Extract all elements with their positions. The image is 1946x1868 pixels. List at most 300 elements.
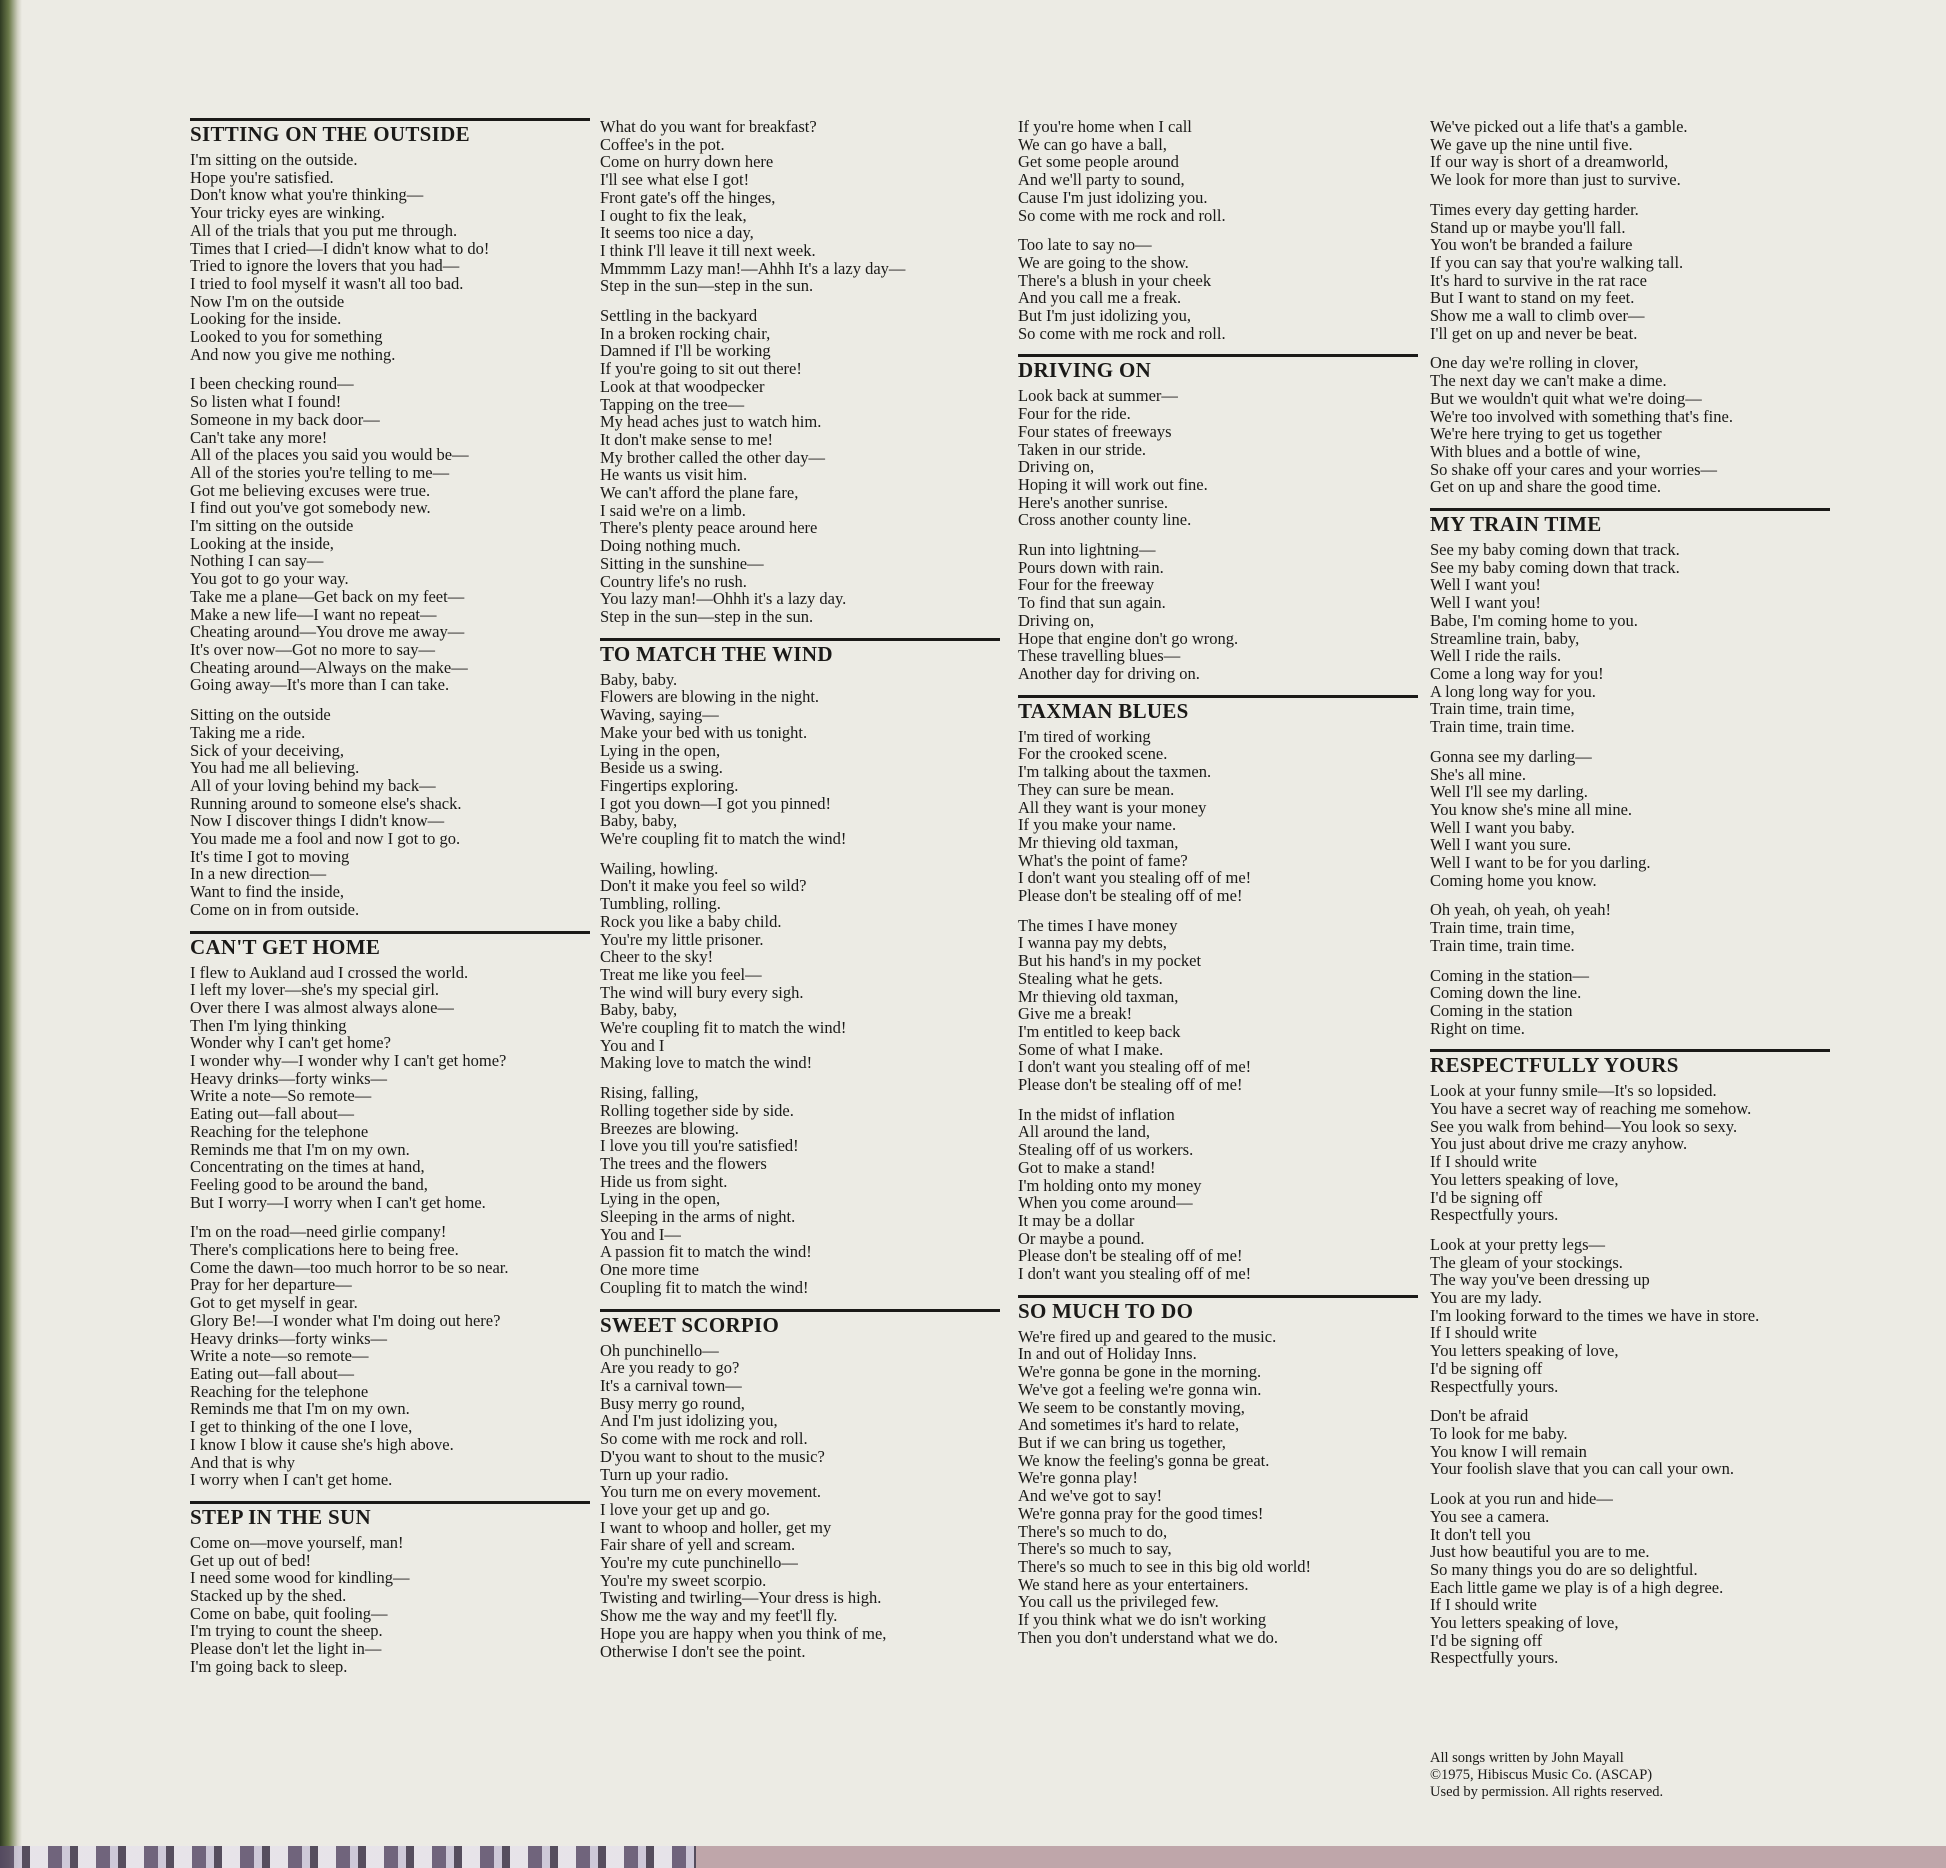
lyric-line: Coming in the station: [1430, 1000, 1573, 1020]
lyric-line: Mr thieving old taxman,: [1018, 832, 1179, 852]
lyric-line: Coming in the station—: [1430, 965, 1590, 985]
lyric-line: Oh yeah, oh yeah, oh yeah!: [1430, 900, 1611, 920]
lyric-line: And we've got to say!: [1018, 1486, 1163, 1506]
lyric-line: Cheating around—Always on the make—: [190, 657, 468, 677]
stanza: [1018, 387, 1418, 529]
lyric-line: Train time, train time,: [1430, 918, 1575, 938]
lyric-line: A long long way for you.: [1430, 681, 1596, 701]
lyric-line: Come on babe, quit fooling—: [190, 1603, 388, 1623]
lyric-line: You turn me on every movement.: [600, 1482, 822, 1502]
lyric-line: We're gonna play!: [1018, 1468, 1138, 1488]
lyric-line: They can sure be mean.: [1018, 779, 1175, 799]
lyric-line: Show me a wall to climb over—: [1430, 306, 1645, 326]
credits-line: Used by permission. All rights reserved.: [1430, 1784, 1664, 1800]
lyric-line: If I should write: [1430, 1323, 1537, 1343]
lyric-line: We are going to the show.: [1018, 252, 1189, 272]
lyric-line: All of your loving behind my back—: [190, 775, 436, 795]
lyric-line: Respectfully yours.: [1430, 1376, 1559, 1396]
lyric-line: You have a secret way of reaching me somehow.: [1430, 1099, 1752, 1119]
lyric-line: Heavy drinks—forty winks—: [190, 1068, 388, 1088]
lyric-line: I said we're on a limb.: [600, 500, 746, 520]
lyric-line: I flew to Aukland aud I crossed the world.: [190, 962, 469, 982]
stanza: [1018, 728, 1418, 905]
lyric-line: I don't want you stealing off of me!: [1018, 1264, 1252, 1284]
lyric-line: All of the places you said you would be—: [190, 445, 469, 465]
lyric-line: Another day for driving on.: [1018, 663, 1200, 683]
lyric-line: I'm holding onto my money: [1018, 1175, 1202, 1195]
stanza: [1018, 1106, 1418, 1283]
lyric-line: It's hard to survive in the rat race: [1430, 270, 1647, 290]
lyric-line: Looking at the inside,: [190, 533, 334, 553]
song-title: SWEET SCORPIO: [600, 1309, 1000, 1336]
lyric-line: Busy merry go round,: [600, 1393, 745, 1413]
lyric-line: It may be a dollar: [1018, 1210, 1135, 1230]
lyric-line: D'you want to shout to the music?: [600, 1446, 825, 1466]
stanza: [190, 375, 590, 694]
lyric-line: Fair share of yell and scream.: [600, 1535, 796, 1555]
lyric-line: The gleam of your stockings.: [1430, 1252, 1623, 1272]
lyric-line: See my baby coming down that track.: [1430, 540, 1680, 560]
lyric-line: I need some wood for kindling—: [190, 1568, 410, 1588]
lyric-line: There's plenty peace around here: [600, 518, 818, 538]
lyric-line: If you're going to sit out there!: [600, 359, 802, 379]
lyric-line: Four for the freeway: [1018, 575, 1155, 595]
lyric-line: Mmmmm Lazy man!—Ahhh It's a lazy day—: [600, 258, 906, 278]
lyric-line: You made me a fool and now I got to go.: [190, 829, 461, 849]
song-title: CAN'T GET HOME: [190, 931, 590, 958]
lyric-line: Streamline train, baby,: [1430, 628, 1580, 648]
credits-line: All songs written by John Mayall: [1430, 1750, 1624, 1766]
lyric-line: Train time, train time.: [1430, 717, 1575, 737]
lyric-line: Look at your pretty legs—: [1430, 1234, 1606, 1254]
lyric-line: It's a carnival town—: [600, 1376, 742, 1395]
stanza: [1430, 1490, 1830, 1667]
lyric-line: Please don't be stealing off of me!: [1018, 1246, 1243, 1266]
bottom-edge-strip: [0, 1846, 1946, 1868]
stanza: [190, 1223, 590, 1489]
lyric-line: These travelling blues—: [1018, 646, 1181, 666]
stanza: [1430, 901, 1830, 954]
lyric-line: Your tricky eyes are winking.: [190, 203, 385, 223]
lyric-line: You're my cute punchinello—: [600, 1553, 798, 1573]
lyric-line: We've picked out a life that's a gamble.: [1430, 117, 1688, 136]
lyric-line: You letters speaking of love,: [1430, 1341, 1619, 1361]
lyric-line: One more time: [600, 1260, 699, 1280]
lyric-line: I'd be signing off: [1430, 1630, 1543, 1650]
lyric-line: I don't want you stealing off of me!: [1018, 868, 1252, 888]
lyric-line: Eating out—fall about—: [190, 1104, 355, 1124]
lyric-line: You just about drive me crazy anyhow.: [1430, 1134, 1688, 1154]
lyric-line: Breezes are blowing.: [600, 1118, 739, 1138]
lyric-line: And you call me a freak.: [1018, 288, 1182, 308]
lyric-line: We're here trying to get us together: [1430, 424, 1662, 444]
lyric-line: Train time, train time.: [1430, 935, 1575, 955]
lyric-line: Waving, saying—: [600, 705, 719, 725]
lyric-line: We're fired up and geared to the music.: [1018, 1326, 1277, 1346]
lyric-line: Cause I'm just idolizing you.: [1018, 187, 1208, 207]
lyric-line: I want to whoop and holler, get my: [600, 1517, 832, 1537]
lyric-line: See my baby coming down that track.: [1430, 557, 1680, 577]
lyric-line: Stand up or maybe you'll fall.: [1430, 217, 1626, 237]
stanza: [1018, 917, 1418, 1094]
lyric-line: Got to get myself in gear.: [190, 1293, 358, 1313]
lyric-line: You're my sweet scorpio.: [600, 1570, 767, 1590]
lyric-line: What do you want for breakfast?: [600, 117, 817, 136]
lyric-line: Get some people around: [1018, 152, 1179, 172]
lyric-line: In a broken rocking chair,: [600, 323, 771, 343]
lyric-line: Flowers are blowing in the night.: [600, 687, 820, 707]
lyric-line: Come the dawn—too much horror to be so near.: [190, 1257, 509, 1277]
lyric-line: It don't tell you: [1430, 1524, 1531, 1544]
lyric-line: Babe, I'm coming home to you.: [1430, 610, 1638, 630]
lyric-line: Front gate's off the hinges,: [600, 187, 776, 207]
lyric-line: I'd be signing off: [1430, 1358, 1543, 1378]
lyric-line: I get to thinking of the one I love,: [190, 1417, 413, 1437]
lyric-line: We're too involved with something that's fine.: [1430, 406, 1733, 426]
lyric-line: Sitting in the sunshine—: [600, 553, 764, 573]
credits-line: ©1975, Hibiscus Music Co. (ASCAP): [1430, 1767, 1653, 1783]
song-block: [600, 1309, 1000, 1661]
lyric-line: I'm going back to sleep.: [190, 1656, 348, 1676]
stanza: [1430, 354, 1830, 496]
lyric-line: Lying in the open,: [600, 1189, 721, 1209]
lyric-line: We've got a feeling we're gonna win.: [1018, 1379, 1262, 1399]
lyric-line: You see a camera.: [1430, 1506, 1550, 1526]
lyric-line: All they want is your money: [1018, 797, 1207, 817]
lyric-line: Look at you run and hide—: [1430, 1489, 1613, 1509]
lyric-line: In the midst of inflation: [1018, 1104, 1175, 1124]
lyric-line: Making love to match the wind!: [600, 1053, 813, 1073]
lyric-line: There's so much to do,: [1018, 1521, 1168, 1541]
lyrics-columns: [0, 118, 1946, 1838]
lyric-line: My head aches just to watch him.: [600, 412, 822, 432]
lyric-line: I love you till you're satisfied!: [600, 1136, 799, 1156]
lyric-line: Don't know what you're thinking—: [190, 185, 424, 205]
song-title: RESPECTFULLY YOURS: [1430, 1049, 1830, 1076]
stanza: [1430, 1236, 1830, 1395]
lyric-line: If I should write: [1430, 1152, 1537, 1172]
lyric-line: Coffee's in the pot.: [600, 134, 725, 154]
lyric-line: I'm tired of working: [1018, 726, 1151, 746]
lyric-line: Mr thieving old taxman,: [1018, 986, 1179, 1006]
lyric-line: All of the stories you're telling to me—: [190, 462, 450, 482]
stanza: [600, 307, 1000, 626]
lyric-line: Write a note—so remote—: [190, 1346, 369, 1366]
lyric-line: The wind will bury every sigh.: [600, 982, 804, 1002]
stanza: [600, 1342, 1000, 1661]
stanza: [1430, 1407, 1830, 1478]
lyric-line: It's time I got to moving: [190, 846, 350, 866]
lyric-line: I been checking round—: [190, 374, 354, 394]
lyric-line: Right on time.: [1430, 1018, 1525, 1038]
lyric-line: Wailing, howling.: [600, 858, 719, 878]
lyric-line: Hoping it will work out fine.: [1018, 474, 1208, 494]
lyric-line: Lying in the open,: [600, 740, 721, 760]
lyric-line: Doing nothing much.: [600, 536, 741, 556]
song-block: [600, 118, 1000, 626]
lyric-line: Come on hurry down here: [600, 152, 774, 172]
lyric-line: Coupling fit to match the wind!: [600, 1277, 809, 1297]
lyric-line: Pours down with rain.: [1018, 557, 1164, 577]
stanza: [1430, 201, 1830, 343]
lyric-line: Look at your funny smile—It's so lopsided.: [1430, 1081, 1717, 1101]
song-title: DRIVING ON: [1018, 354, 1418, 381]
lyric-line: Now I discover things I didn't know—: [190, 811, 445, 831]
lyric-line: You are my lady.: [1430, 1288, 1542, 1308]
lyric-line: Then I'm lying thinking: [190, 1015, 347, 1035]
lyric-line: I wonder why—I wonder why I can't get home?: [190, 1051, 507, 1071]
lyric-line: Stealing off of us workers.: [1018, 1140, 1194, 1160]
lyric-line: If I should write: [1430, 1595, 1537, 1615]
song-block: [1018, 118, 1418, 342]
lyric-line: You letters speaking of love,: [1430, 1613, 1619, 1633]
lyric-line: And now you give me nothing.: [190, 344, 396, 364]
lyric-line: Glory Be!—I wonder what I'm doing out here?: [190, 1310, 501, 1330]
lyric-line: Run into lightning—: [1018, 540, 1156, 560]
lyric-line: Respectfully yours.: [1430, 1648, 1559, 1668]
lyric-line: If you're home when I call: [1018, 117, 1192, 136]
lyric-line: And I'm just idolizing you,: [600, 1411, 778, 1431]
lyric-line: I'm entitled to keep back: [1018, 1021, 1181, 1041]
lyric-line: You got to go your way.: [190, 569, 349, 589]
song-block: [1018, 695, 1418, 1283]
lyric-line: I find out you've got somebody new.: [190, 498, 431, 518]
lyric-line: Make a new life—I want no repeat—: [190, 604, 437, 624]
lyric-line: You letters speaking of love,: [1430, 1169, 1619, 1189]
lyric-line: Reminds me that I'm on my own.: [190, 1399, 410, 1419]
lyric-line: We're coupling fit to match the wind!: [600, 829, 847, 849]
lyric-line: I love your get up and go.: [600, 1499, 771, 1519]
lyric-line: We look for more than just to survive.: [1430, 170, 1681, 190]
lyric-line: Reminds me that I'm on my own.: [190, 1139, 410, 1159]
lyric-line: Rising, falling,: [600, 1083, 699, 1103]
lyric-line: You and I—: [600, 1224, 681, 1244]
lyric-line: Taken in our stride.: [1018, 439, 1147, 459]
lyric-line: Well I ride the rails.: [1430, 646, 1562, 666]
stanza: [1430, 118, 1830, 189]
lyric-line: There's so much to say,: [1018, 1539, 1172, 1559]
lyric-line: Oh punchinello—: [600, 1340, 719, 1360]
lyric-line: Each little game we play is of a high degree.: [1430, 1577, 1724, 1597]
lyric-line: Well I want you!: [1430, 575, 1541, 595]
lyric-line: I don't want you stealing off of me!: [1018, 1057, 1252, 1077]
lyric-line: You had me all believing.: [190, 758, 360, 778]
lyric-line: Well I want to be for you darling.: [1430, 853, 1651, 873]
lyric-line: Step in the sun—step in the sun.: [600, 606, 814, 626]
lyric-line: All of the trials that you put me through.: [190, 220, 458, 240]
song-block: [190, 118, 590, 919]
lyric-line: Train time, train time,: [1430, 699, 1575, 719]
lyric-line: You call us the privileged few.: [1018, 1592, 1219, 1612]
song-block: [1018, 354, 1418, 682]
lyric-line: For the crooked scene.: [1018, 744, 1168, 764]
stanza: [1430, 967, 1830, 1038]
lyric-line: It seems too nice a day,: [600, 223, 754, 243]
song-block: [190, 931, 590, 1489]
lyric-line: Show me the way and my feet'll fly.: [600, 1606, 838, 1626]
lyric-line: I'm on the road—need girlie company!: [190, 1222, 447, 1242]
lyric-line: Look back at summer—: [1018, 386, 1178, 406]
lyric-line: I'm talking about the taxmen.: [1018, 762, 1212, 782]
stanza: [1430, 541, 1830, 736]
lyric-line: All around the land,: [1018, 1122, 1150, 1142]
lyric-line: But if we can bring us together,: [1018, 1433, 1226, 1452]
lyric-line: We can go have a ball,: [1018, 134, 1167, 154]
lyric-line: You and I: [600, 1035, 665, 1055]
lyric-line: Please don't let the light in—: [190, 1639, 382, 1659]
lyric-line: Driving on,: [1018, 457, 1095, 477]
lyric-line: The next day we can't make a dime.: [1430, 371, 1667, 391]
stanza: [1018, 1328, 1418, 1647]
lyric-line: Rock you like a baby child.: [600, 911, 782, 931]
lyric-line: So shake off your cares and your worries—: [1430, 459, 1717, 479]
lyric-line: You know she's mine all mine.: [1430, 799, 1633, 819]
stanza: [600, 1084, 1000, 1296]
lyric-line: Stealing what he gets.: [1018, 968, 1163, 988]
lyrics-column-3: [1018, 118, 1418, 1658]
lyric-line: Nothing I can say—: [190, 551, 324, 571]
lyric-line: What's the point of fame?: [1018, 850, 1188, 870]
lyric-line: In and out of Holiday Inns.: [1018, 1344, 1197, 1364]
lyric-line: Pray for her departure—: [190, 1275, 352, 1295]
lyric-line: To look for me baby.: [1430, 1424, 1568, 1443]
lyric-line: I'll see what else I got!: [600, 170, 750, 190]
lyric-line: Some of what I make.: [1018, 1039, 1164, 1059]
lyric-line: Driving on,: [1018, 610, 1095, 630]
song-title: TAXMAN BLUES: [1018, 695, 1418, 722]
lyrics-column-1: [190, 118, 590, 1688]
lyric-line: My brother called the other day—: [600, 447, 825, 467]
lyric-line: Sitting on the outside: [190, 705, 331, 725]
lyric-line: Just how beautiful you are to me.: [1430, 1542, 1650, 1562]
lyric-line: Well I want you sure.: [1430, 835, 1572, 855]
lyric-line: I'd be signing off: [1430, 1187, 1543, 1207]
lyric-line: In a new direction—: [190, 864, 327, 884]
lyric-line: Baby, baby,: [600, 1000, 678, 1020]
lyric-line: Damned if I'll be working: [600, 341, 771, 361]
lyric-line: Or maybe a pound.: [1018, 1228, 1145, 1248]
lyric-line: Want to find the inside,: [190, 882, 345, 902]
lyric-line: Too late to say no—: [1018, 235, 1152, 255]
lyric-line: He wants us visit him.: [600, 465, 748, 485]
lyric-line: It's over now—Got no more to say—: [190, 639, 435, 659]
lyric-line: The times I have money: [1018, 915, 1178, 935]
lyric-line: Reaching for the telephone: [190, 1381, 369, 1401]
lyric-line: You know I will remain: [1430, 1441, 1587, 1461]
song-title: STEP IN THE SUN: [190, 1501, 590, 1528]
song-block: [1430, 1049, 1830, 1667]
lyric-line: Well I want you!: [1430, 593, 1541, 613]
lyric-line: The way you've been dressing up: [1430, 1270, 1650, 1290]
lyric-line: Wonder why I can't get home?: [190, 1033, 391, 1053]
lyrics-column-2: [600, 118, 1000, 1672]
lyric-line: Sick of your deceiving,: [190, 740, 344, 760]
lyric-line: You won't be branded a failure: [1430, 235, 1633, 255]
lyric-line: We're coupling fit to match the wind!: [600, 1018, 847, 1038]
song-title: MY TRAIN TIME: [1430, 508, 1830, 535]
lyric-line: I got you down—I got you pinned!: [600, 793, 831, 813]
stanza: [190, 964, 590, 1212]
stanza: [600, 671, 1000, 848]
lyric-line: Someone in my back door—: [190, 409, 380, 429]
lyric-line: Well I'll see my darling.: [1430, 782, 1588, 802]
lyric-line: Taking me a ride.: [190, 722, 306, 742]
lyric-line: Here's another sunrise.: [1018, 492, 1169, 512]
lyric-line: Cheating around—You drove me away—: [190, 622, 465, 642]
lyric-line: There's a blush in your cheek: [1018, 270, 1212, 290]
lyric-line: Tried to ignore the lovers that you had—: [190, 256, 460, 276]
lyric-line: Heavy drinks—forty winks—: [190, 1328, 388, 1348]
lyric-line: I'm sitting on the outside.: [190, 150, 358, 169]
lyric-line: Concentrating on the times at hand,: [190, 1157, 425, 1177]
song-block: [1018, 1295, 1418, 1647]
lyric-line: Respectfully yours.: [1430, 1205, 1559, 1225]
lyric-line: Hide us from sight.: [600, 1171, 728, 1191]
lyric-line: Over there I was almost always alone—: [190, 997, 454, 1017]
lyric-line: To find that sun again.: [1018, 593, 1166, 613]
lyric-line: And that is why: [190, 1452, 295, 1472]
lyric-line: Feeling good to be around the band,: [190, 1174, 428, 1194]
lyric-line: See you walk from behind—You look so sexy.: [1430, 1116, 1738, 1136]
lyric-line: Country life's no rush.: [600, 571, 747, 591]
lyric-line: Treat me like you feel—: [600, 964, 762, 984]
lyric-line: I worry when I can't get home.: [190, 1470, 393, 1490]
lyric-line: I left my lover—she's my special girl.: [190, 980, 440, 1000]
lyric-line: Sleeping in the arms of night.: [600, 1207, 796, 1227]
lyric-line: There's complications here to being free.: [190, 1240, 459, 1260]
lyric-line: Hope you're satisfied.: [190, 167, 334, 187]
lyric-line: I'm trying to count the sheep.: [190, 1621, 383, 1641]
lyric-line: I think I'll leave it till next week.: [600, 240, 816, 260]
lyric-line: A passion fit to match the wind!: [600, 1242, 812, 1262]
lyric-line: Reaching for the telephone: [190, 1121, 369, 1141]
lyric-line: Fingertips exploring.: [600, 775, 739, 795]
lyric-line: We gave up the nine until five.: [1430, 134, 1633, 154]
lyric-line: When you come around—: [1018, 1193, 1193, 1213]
song-block: [1430, 118, 1830, 496]
stanza: [190, 151, 590, 363]
lyrics-column-4: [1430, 118, 1830, 1679]
stanza: [190, 1534, 590, 1676]
lyric-line: Times that I cried—I didn't know what to do!: [190, 238, 490, 258]
lyric-line: We're gonna be gone in the morning.: [1018, 1362, 1262, 1382]
lyric-line: Cross another county line.: [1018, 510, 1192, 530]
lyric-line: But we wouldn't quit what we're doing—: [1430, 388, 1702, 408]
lyric-line: It don't make sense to me!: [600, 429, 773, 449]
lyric-line: But I want to stand on my feet.: [1430, 288, 1635, 308]
lyric-line: We can't afford the plane fare,: [600, 483, 799, 503]
lyric-line: Coming down the line.: [1430, 983, 1582, 1003]
lyric-line: Now I'm on the outside: [190, 291, 345, 311]
lyric-line: Beside us a swing.: [600, 758, 723, 778]
lyric-line: Are you ready to go?: [600, 1358, 740, 1378]
lyric-line: I wanna pay my debts,: [1018, 933, 1167, 953]
lyric-line: She's all mine.: [1430, 764, 1527, 784]
lyric-line: Four for the ride.: [1018, 404, 1131, 424]
stanza: [600, 118, 1000, 295]
lyric-line: We seem to be constantly moving,: [1018, 1397, 1245, 1417]
lyric-line: So come with me rock and roll.: [600, 1429, 808, 1449]
lyric-line: Tumbling, rolling.: [600, 894, 721, 914]
lyric-line: Get up out of bed!: [190, 1550, 311, 1570]
lyric-line: Please don't be stealing off of me!: [1018, 886, 1243, 906]
lyric-line: One day we're rolling in clover,: [1430, 353, 1639, 373]
lyric-line: Stacked up by the shed.: [190, 1586, 347, 1606]
stanza: [1018, 541, 1418, 683]
lyric-line: Take me a plane—Get back on my feet—: [190, 586, 465, 606]
lyric-line: Four states of freeways: [1018, 421, 1172, 441]
song-block: [190, 1501, 590, 1676]
